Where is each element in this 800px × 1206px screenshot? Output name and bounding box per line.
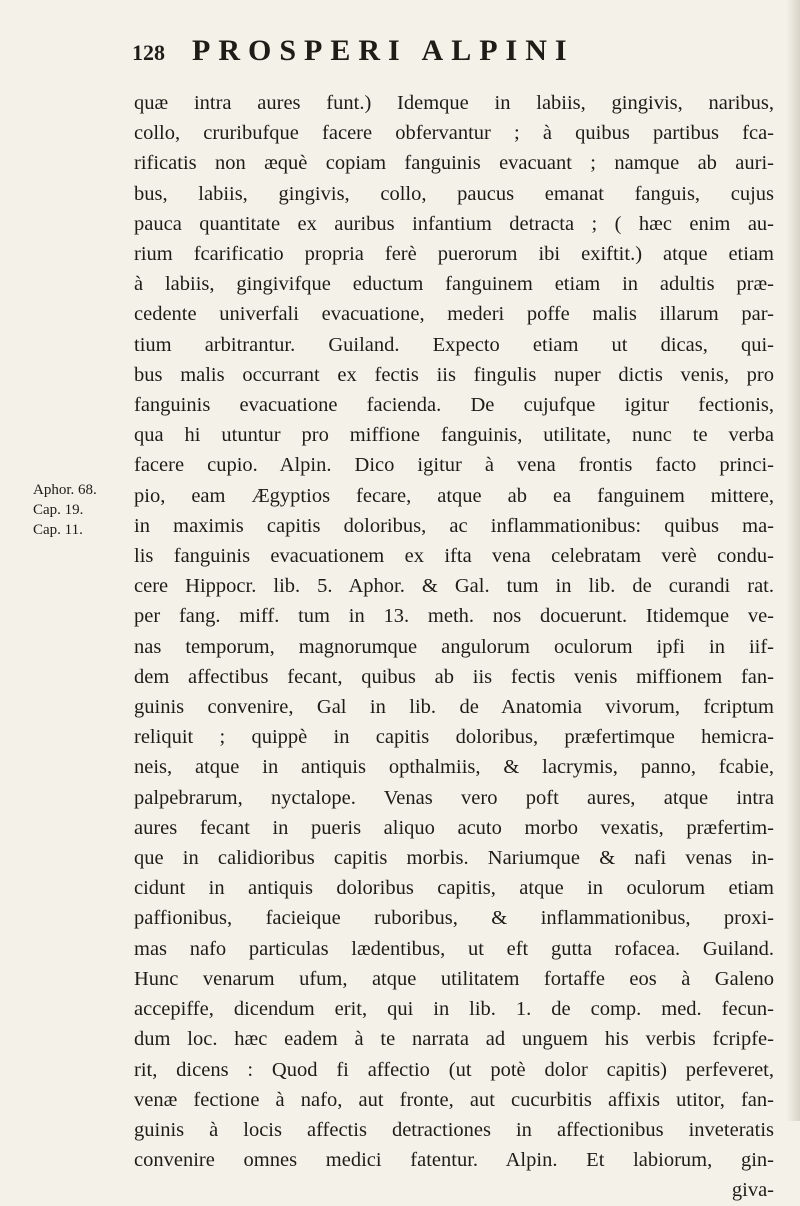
text-line: dem affectibus fecant, quibus ab iis fectis venis miffionem fan-: [134, 665, 774, 688]
body-text: [134, 88, 774, 1206]
text-line: accepiffe, dicendum erit, qui in lib. 1. de comp. med. fecun-: [134, 998, 774, 1021]
text-line: rium fcarificatio propria ferè puerorum ibi exiftit.) atque etiam: [134, 243, 774, 266]
text-line: quæ intra aures funt.) Idemque in labiis, gingivis, naribus,: [134, 92, 774, 114]
text-line: neis, atque in antiquis opthalmiis, & lacrymis, panno, fcabie,: [134, 756, 774, 779]
text-line: lis fanguinis evacuationem ex ifta vena celebratam verè condu-: [134, 545, 774, 568]
text-line: cidunt in antiquis doloribus capitis, atque in oculorum etiam: [134, 877, 774, 900]
text-line: Hunc venarum ufum, atque utilitatem fortaffe eos à Galeno: [134, 967, 774, 990]
page-edge-shadow: [786, 0, 800, 1121]
text-line: facere cupio. Alpin. Dico igitur à vena frontis facto princi-: [134, 454, 774, 477]
text-line: pauca quantitate ex auribus infantium detracta ; ( hæc enim au-: [134, 212, 774, 235]
text-line: giva-: [731, 1179, 774, 1202]
text-line: venæ fectione à nafo, aut fronte, aut cucurbitis affixis utitor, fan-: [134, 1088, 774, 1111]
margin-notes: [33, 480, 128, 540]
text-line: cere Hippocr. lib. 5. Aphor. & Gal. tum in lib. de curandi rat.: [134, 575, 774, 598]
text-line: paffionibus, facieique ruboribus, & inflammationibus, proxi-: [134, 907, 774, 930]
text-line: rit, dicens : Quod fi affectio (ut potè dolor capitis) perfeveret,: [134, 1058, 774, 1081]
text-line: qua hi utuntur pro miffione fanguinis, utilitate, nunc te verba: [134, 424, 774, 447]
page-header: [0, 34, 800, 74]
text-line: palpebrarum, nyctalope. Venas vero poft aures, atque intra: [134, 786, 774, 809]
text-line: aures fecant in pueris aliquo acuto morbo vexatis, præfertim-: [134, 816, 774, 839]
text-line: fanguinis evacuatione facienda. De cujufque igitur fectionis,: [134, 394, 774, 417]
text-line: mas nafo particulas lædentibus, ut eft gutta rofacea. Guiland.: [134, 937, 774, 960]
text-line: convenire omnes medici fatentur. Alpin. Et labiorum, gin-: [134, 1149, 774, 1172]
text-line: in maximis capitis doloribus, ac inflammationibus: quibus ma-: [134, 514, 774, 537]
text-line: que in calidioribus capitis morbis. Nariumque & nafi venas in-: [134, 847, 774, 870]
text-line: collo, cruribufque facere obfervantur ; à quibus partibus fca-: [134, 122, 774, 145]
text-line: reliquit ; quippè in capitis doloribus, præfertimque hemicra-: [134, 726, 774, 749]
text-line: guinis à locis affectis detractiones in affectionibus inveteratis: [134, 1118, 774, 1141]
margin-note-cap-11: Cap. 11.: [33, 522, 83, 538]
page-number: 128: [132, 40, 165, 65]
text-line: bus malis occurrant ex fectis iis fingulis nuper dictis venis, pro: [134, 363, 774, 386]
running-head: PROSPERI ALPINI: [192, 34, 575, 67]
text-line: pio, eam Ægyptios fecare, atque ab ea fanguinem mittere,: [134, 484, 774, 507]
text-line: cedente univerfali evacuatione, mederi poffe malis illarum par-: [134, 303, 774, 326]
text-line: rificatis non æquè copiam fanguinis evacuant ; namque ab auri-: [134, 152, 774, 175]
margin-note-aphor: Aphor. 68.: [33, 482, 97, 498]
text-line: nas temporum, magnorumque angulorum oculorum ipfi in iif-: [134, 635, 774, 658]
text-line: per fang. miff. tum in 13. meth. nos docuerunt. Itidemque ve-: [134, 605, 774, 628]
text-line: guinis convenire, Gal in lib. de Anatomia vivorum, fcriptum: [134, 696, 774, 719]
text-line: dum loc. hæc eadem à te narrata ad unguem his verbis fcripfe-: [134, 1028, 774, 1051]
text-line: bus, labiis, gingivis, collo, paucus emanat fanguis, cujus: [134, 182, 774, 205]
text-line: à labiis, gingivifque eductum fanguinem etiam in adultis præ-: [134, 273, 774, 296]
text-line: tium arbitrantur. Guiland. Expecto etiam ut dicas, qui-: [134, 333, 774, 356]
margin-note-cap-19: Cap. 19.: [33, 502, 84, 518]
